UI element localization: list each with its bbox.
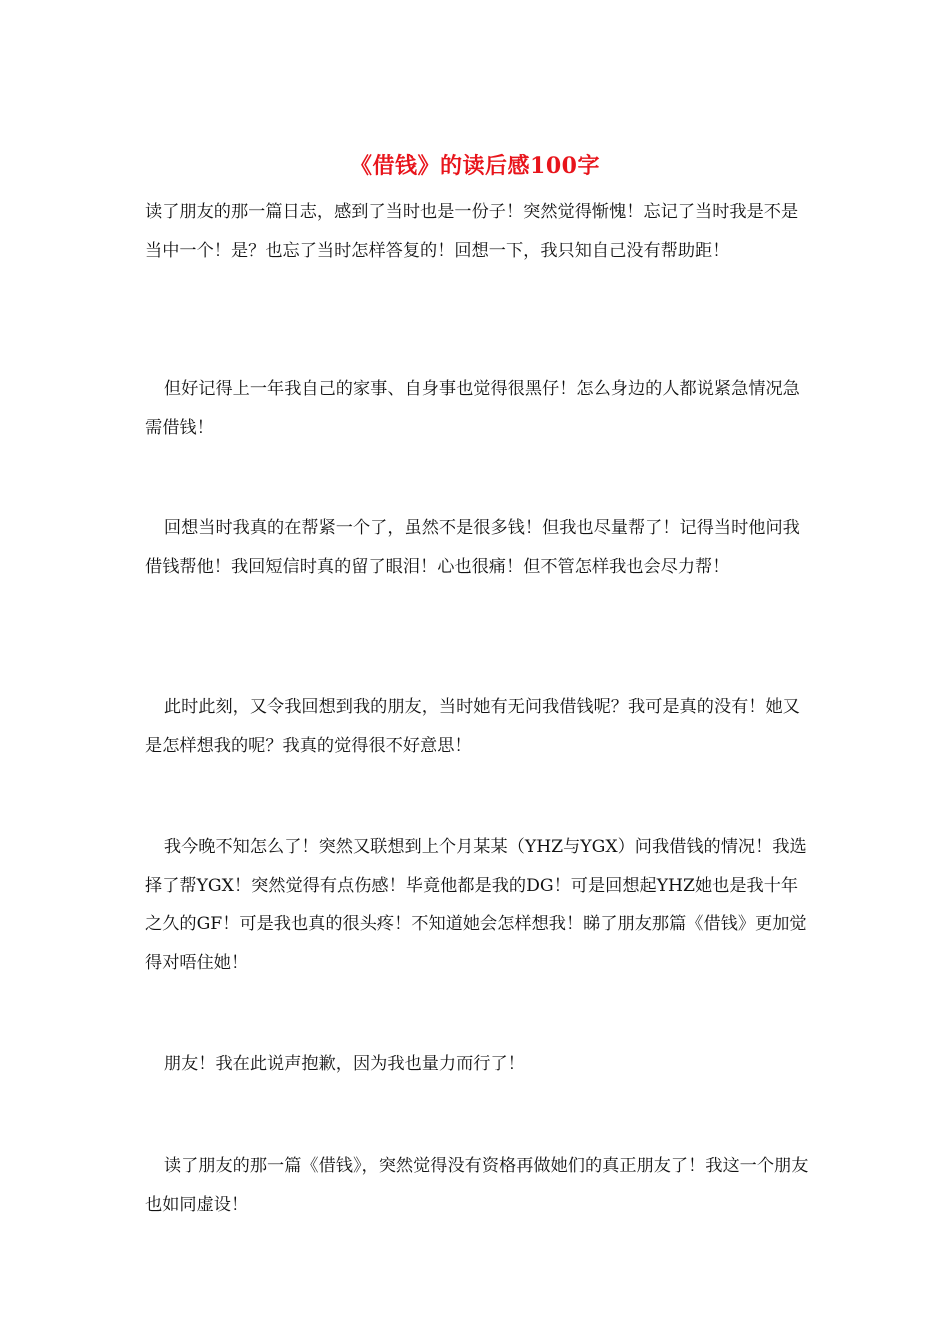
paragraph-1: 读了朋友的那一篇日志，感到了当时也是一份子！突然觉得惭愧！忘记了当时我是不是当中一个！是？也忘了当时怎样答复的！回想一下，我只知自己没有帮助距！	[145, 202, 799, 261]
paragraph-7: 读了朋友的那一篇《借钱》，突然觉得没有资格再做她们的真正朋友了！我这一个朋友也如同虚设！	[145, 1156, 809, 1215]
document-title: 《借钱》的读后感100字	[350, 153, 600, 179]
paragraph-4: 此时此刻，又令我回想到我的朋友，当时她有无问我借钱呢？我可是真的没有！她又是怎样想我的呢？我真的觉得很不好意思！	[145, 697, 800, 756]
paragraph-5: 我今晚不知怎么了！突然又联想到上个月某某（YHZ与YGX）问我借钱的情况！我选择了帮YGX！突然觉得有点伤感！毕竟他都是我的DG！可是回想起YHZ她也是我十年之久的GF！可是我也真的很头疼！不知道她会怎样想我！睇了朋友那篇《借钱》更加觉得对唔住她！	[145, 837, 807, 973]
paragraph-3: 回想当时我真的在帮紧一个了，虽然不是很多钱！但我也尽量帮了！记得当时他问我借钱帮他！我回短信时真的留了眼泪！心也很痛！但不管怎样我也会尽力帮！	[145, 518, 800, 577]
paragraph-6: 朋友！我在此说声抱歉，因为我也量力而行了！	[163, 1054, 525, 1074]
paragraph-2: 但好记得上一年我自己的家事、自身事也觉得很黑仔！怎么身边的人都说紧急情况急需借钱！	[145, 379, 800, 438]
